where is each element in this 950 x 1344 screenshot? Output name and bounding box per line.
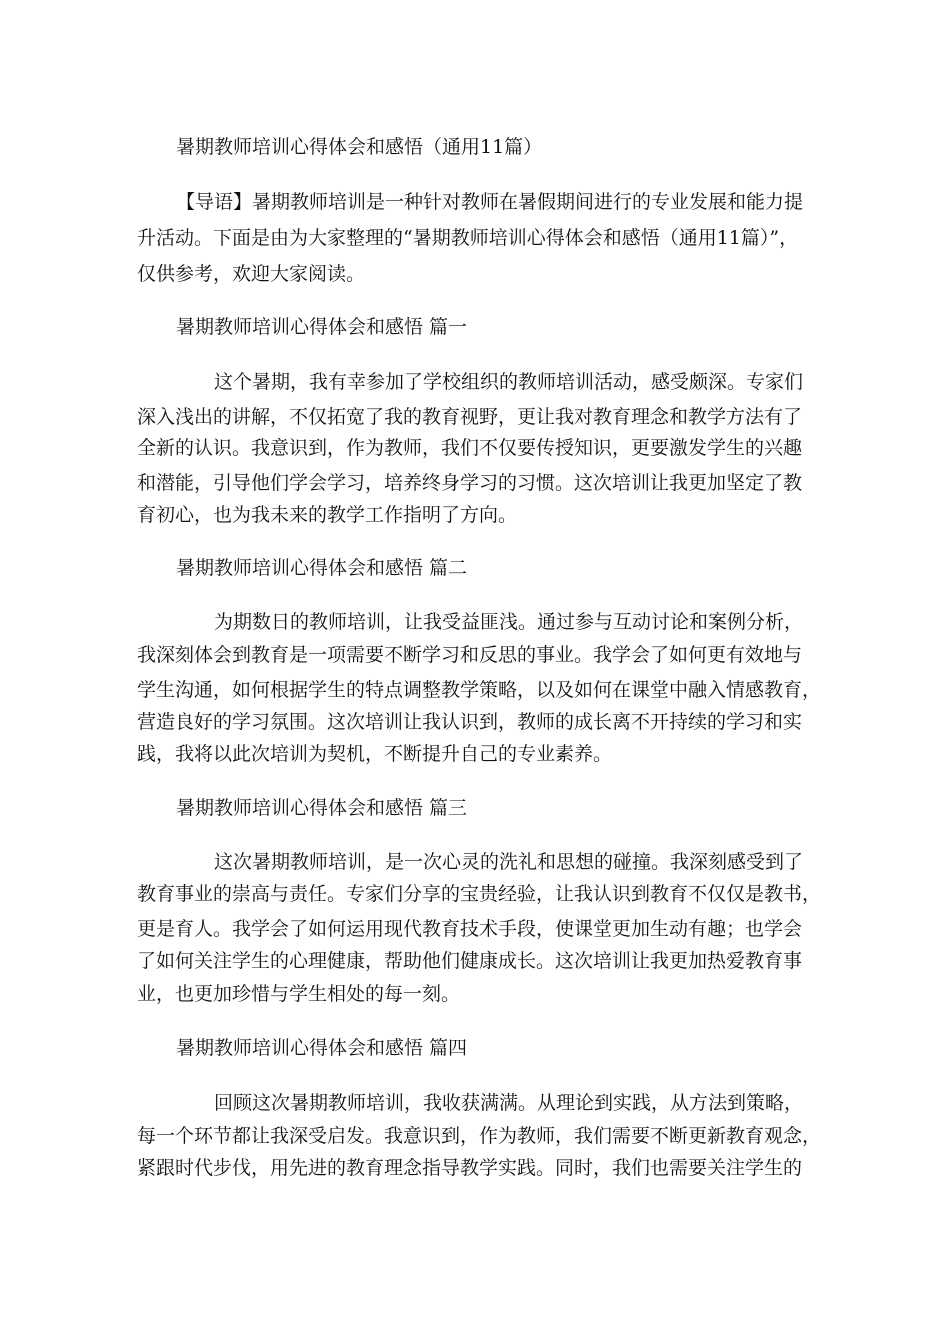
paragraph-line: 业，也更加珍惜与学生相处的每一刻。	[137, 983, 461, 1005]
paragraph-line: 教育事业的崇高与责任。专家们分享的宝贵经验，让我认识到教育不仅仅是教书，	[137, 883, 822, 905]
paragraph-line: 了如何关注学生的心理健康，帮助他们健康成长。这次培训让我更加热爱教育事	[137, 950, 803, 972]
paragraph-line: 紧跟时代步伐，用先进的教育理念指导教学实践。同时，我们也需要关注学生的	[137, 1157, 803, 1179]
paragraph-line: 营造良好的学习氛围。这次培训让我认识到，教师的成长离不开持续的学习和实	[137, 711, 803, 733]
paragraph-line: 回顾这次暑期教师培训，我收获满满。从理论到实践，从方法到策略，	[214, 1092, 804, 1114]
section-heading: 暑期教师培训心得体会和感悟 篇二	[176, 557, 468, 579]
paragraph-line: 这个暑期，我有幸参加了学校组织的教师培训活动，感受颇深。专家们	[214, 371, 804, 393]
paragraph-line: 践，我将以此次培训为契机，不断提升自己的专业素养。	[137, 743, 613, 765]
section-heading: 暑期教师培训心得体会和感悟 篇一	[176, 316, 468, 338]
paragraph-line: 深入浅出的讲解，不仅拓宽了我的教育视野，更让我对教育理念和教学方法有了	[137, 406, 803, 428]
intro-line: 【导语】暑期教师培训是一种针对教师在暑假期间进行的专业发展和能力提	[176, 191, 804, 213]
intro-line: 升活动。下面是由为大家整理的“暑期教师培训心得体会和感悟（通用11篇）”，	[137, 227, 799, 249]
intro-line: 仅供参考，欢迎大家阅读。	[137, 263, 366, 285]
paragraph-line: 这次暑期教师培训，是一次心灵的洗礼和思想的碰撞。我深刻感受到了	[214, 851, 804, 873]
document-title: 暑期教师培训心得体会和感悟（通用11篇）	[176, 136, 543, 158]
paragraph-line: 为期数日的教师培训，让我受益匪浅。通过参与互动讨论和案例分析，	[214, 611, 804, 633]
paragraph-line: 育初心，也为我未来的教学工作指明了方向。	[137, 504, 518, 526]
paragraph-line: 我深刻体会到教育是一项需要不断学习和反思的事业。我学会了如何更有效地与	[137, 644, 803, 666]
section-heading: 暑期教师培训心得体会和感悟 篇四	[176, 1037, 468, 1059]
paragraph-line: 和潜能，引导他们学会学习，培养终身学习的习惯。这次培训让我更加坚定了教	[137, 472, 803, 494]
section-heading: 暑期教师培训心得体会和感悟 篇三	[176, 797, 468, 819]
paragraph-line: 每一个环节都让我深受启发。我意识到，作为教师，我们需要不断更新教育观念，	[137, 1125, 822, 1147]
paragraph-line: 更是育人。我学会了如何运用现代教育技术手段，使课堂更加生动有趣；也学会	[137, 918, 803, 940]
paragraph-line: 学生沟通，如何根据学生的特点调整教学策略，以及如何在课堂中融入情感教育，	[137, 679, 822, 701]
paragraph-line: 全新的认识。我意识到，作为教师，我们不仅要传授知识，更要激发学生的兴趣	[137, 437, 803, 459]
